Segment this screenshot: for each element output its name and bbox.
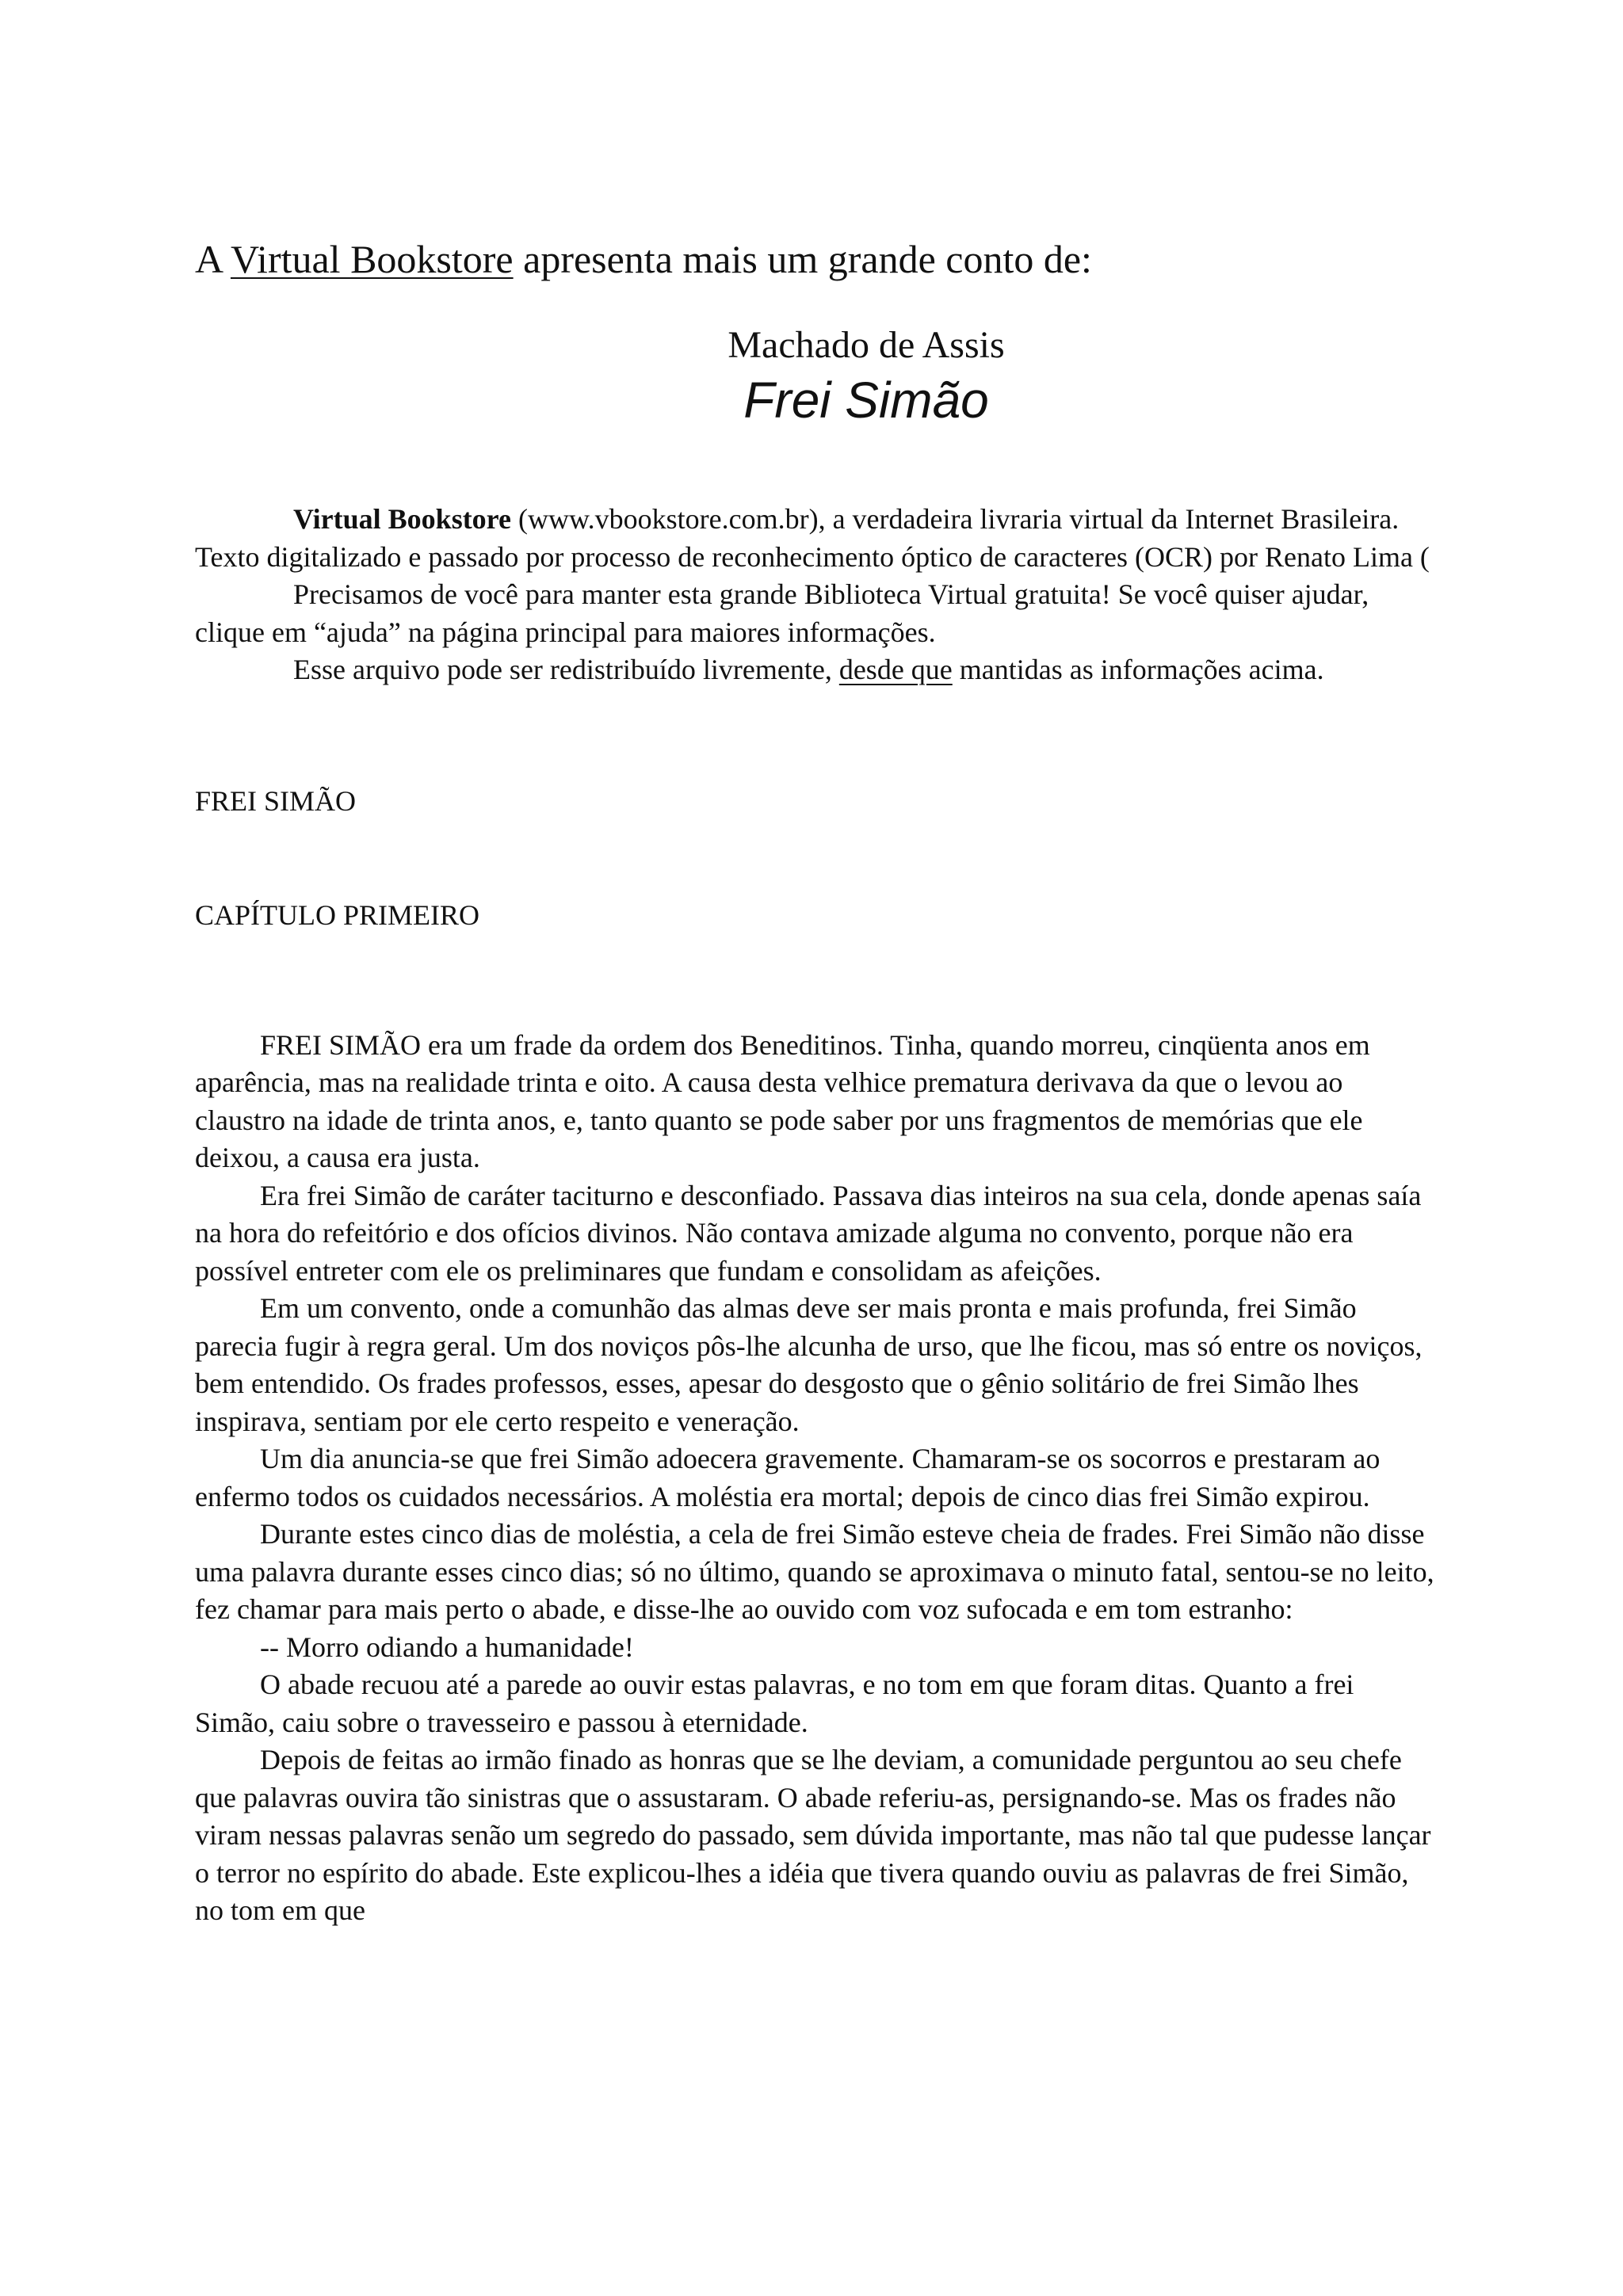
notice-paragraph xyxy=(195,651,1436,689)
notice-block xyxy=(195,501,1436,689)
intro-prefix: A xyxy=(195,237,231,281)
story-paragraph: -- Morro odiando a humanidade! xyxy=(260,1630,634,1663)
story-paragraph: Durante estes cinco dias de moléstia, a cela de frei Simão esteve cheia de frades. Frei Simão não disse uma palavra durante esses cinco dias; só no último, quando se aproximava o minuto fatal, sentou-se no leito, fez chamar para mais perto o abade, e disse-lhe ao ouvido com voz sufocada e em tom estranho: xyxy=(195,1518,1434,1625)
story-title-heading: FREI SIMÃO xyxy=(195,784,357,817)
story-paragraph: Um dia anuncia-se que frei Simão adoecera gravemente. Chamaram-se os socorros e prestaram ao enfermo todos os cuidados necessários. A moléstia era mortal; depois de cinco dias frei Simão expirou. xyxy=(195,1443,1381,1512)
story-paragraph: FREI SIMÃO era um frade da ordem dos Beneditinos. Tinha, quando morreu, cinqüenta anos em aparência, mas na realidade trinta e oito. A causa desta velhice prematura derivava da que o levou ao claustro na idade de trinta anos, e, tanto quanto se pode saber por uns fragmentos de memórias que ele deixou, a causa era justa. xyxy=(195,1028,1370,1173)
story-body xyxy=(195,1027,1436,1930)
author-name: Machado de Assis xyxy=(727,324,1005,366)
chapter-heading: CAPÍTULO PRIMEIRO xyxy=(195,898,480,931)
intro-line xyxy=(195,235,1431,284)
notice-redistribution-end: mantidas as informações acima. xyxy=(952,654,1324,685)
document-page xyxy=(195,235,1434,1930)
story-paragraph: O abade recuou até a parede ao ouvir estas palavras, e no tom em que foram ditas. Quanto a frei Simão, caiu sobre o travesseiro e passou à eternidade. xyxy=(195,1669,1354,1738)
notice-credits-text: (www.vbookstore.com.br), a verdadeira livraria virtual da Internet Brasileira. Texto digitalizado e passado por processo de reconhecimento óptico de caracteres (OCR) por Renato Lima ( xyxy=(195,503,1430,573)
virtual-bookstore-link[interactable]: Virtual Bookstore xyxy=(230,237,514,281)
book-title: Frei Simão xyxy=(743,372,989,429)
story-paragraph: Era frei Simão de caráter taciturno e desconfiado. Passava dias inteiros na sua cela, donde apenas saía na hora do refeitório e dos ofícios divinos. Não contava amizade alguma no convento, porque não era possível entreter com ele os preliminares que fundam e consolidam as afeições. xyxy=(195,1179,1422,1287)
notice-paragraph: Precisamos de você para manter esta grande Biblioteca Virtual gratuita! Se você quiser ajudar, clique em “ajuda” na página principal para maiores informações. xyxy=(195,578,1369,648)
desde-que-link: desde que xyxy=(838,654,953,685)
story-paragraph: Em um convento, onde a comunhão das almas deve ser mais pronta e mais profunda, frei Simão parecia fugir à regra geral. Um dos noviços pôs-lhe alcunha de urso, que lhe ficou, mas só entre os noviços, bem entendido. Os frades professos, esses, apesar do desgosto que o gênio solitário de frei Simão lhes inspirava, sentiam por ele certo respeito e veneração. xyxy=(195,1292,1423,1437)
notice-paragraph xyxy=(195,501,1436,576)
intro-suffix: apresenta mais um grande conto de: xyxy=(513,237,1092,281)
notice-redistribution-text: Esse arquivo pode ser redistribuído livremente, xyxy=(293,654,839,685)
notice-bookstore-name: Virtual Bookstore xyxy=(293,503,511,535)
story-paragraph: Depois de feitas ao irmão finado as honras que se lhe deviam, a comunidade perguntou ao seu chefe que palavras ouvira tão sinistras que o assustaram. O abade referiu-as, persignando-se. Mas os frades não viram nessas palavras senão um segredo do passado, sem dúvida importante, mas não tal que pudesse lançar o terror no espírito do abade. Este explicou-lhes a idéia que tivera quando ouviu as palavras de frei Simão, no tom em que xyxy=(195,1744,1431,1926)
